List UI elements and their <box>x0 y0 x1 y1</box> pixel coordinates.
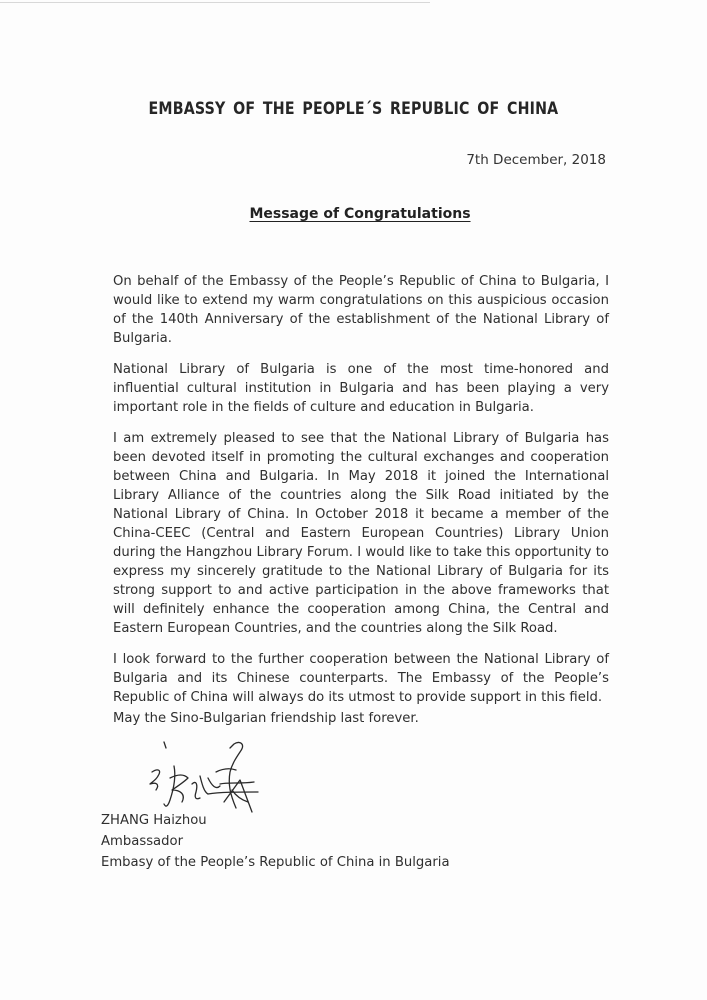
top-divider <box>0 2 430 3</box>
signer-name: ZHANG Haizhou <box>101 813 207 828</box>
letter-date: 7th December, 2018 <box>466 152 606 168</box>
signer-block <box>101 810 450 873</box>
embassy-header: EMBASSY OF THE PEOPLE´S REPUBLIC OF CHINA <box>148 99 559 118</box>
paragraph-3: I am extremely pleased to see that the National Library of Bulgaria has been devoted itself in promoting the cultural exchanges and cooperation between China and Bulgaria. In May 2018 it joined the International Library Alliance of the countries along the Silk Road initiated by the National Library of China. In October 2018 it became a member of the China-CEEC (Central and Eastern European Countries) Library Union during the Hangzhou Library Forum. I would like to take this opportunity to express my sincerely gratitude to the National Library of Bulgaria for its strong support to and active participation in the above frameworks that will definitely enhance the cooperation among China, the Central and Eastern European Countries, and the countries along the Silk Road. <box>113 431 609 636</box>
paragraph-1: On behalf of the Embassy of the People’s Republic of China to Bulgaria, I would like to extend my warm congratulations on this auspicious occasion of the 140th Anniversary of the establishment of the National Library of Bulgaria. <box>113 274 609 346</box>
signer-position: Ambassador <box>101 834 184 849</box>
handwritten-signature <box>112 728 272 820</box>
letter-body <box>113 272 609 719</box>
paragraph-4: I look forward to the further cooperation between the National Library of Bulgaria and its Chinese counterparts. The Embassy of the People’s Republic of China will always do its utmost to provide support in this field. <box>113 652 609 705</box>
letter-title: Message of Congratulations <box>249 206 471 222</box>
paragraph-2: National Library of Bulgaria is one of the most time-honored and influential cultural institution in Bulgaria and has been playing a very important role in the fields of culture and education in Bulgaria. <box>113 362 609 415</box>
signer-organization: Embasy of the People’s Republic of China in Bulgaria <box>101 855 450 870</box>
closing-line: May the Sino-Bulgarian friendship last forever. <box>113 711 419 726</box>
